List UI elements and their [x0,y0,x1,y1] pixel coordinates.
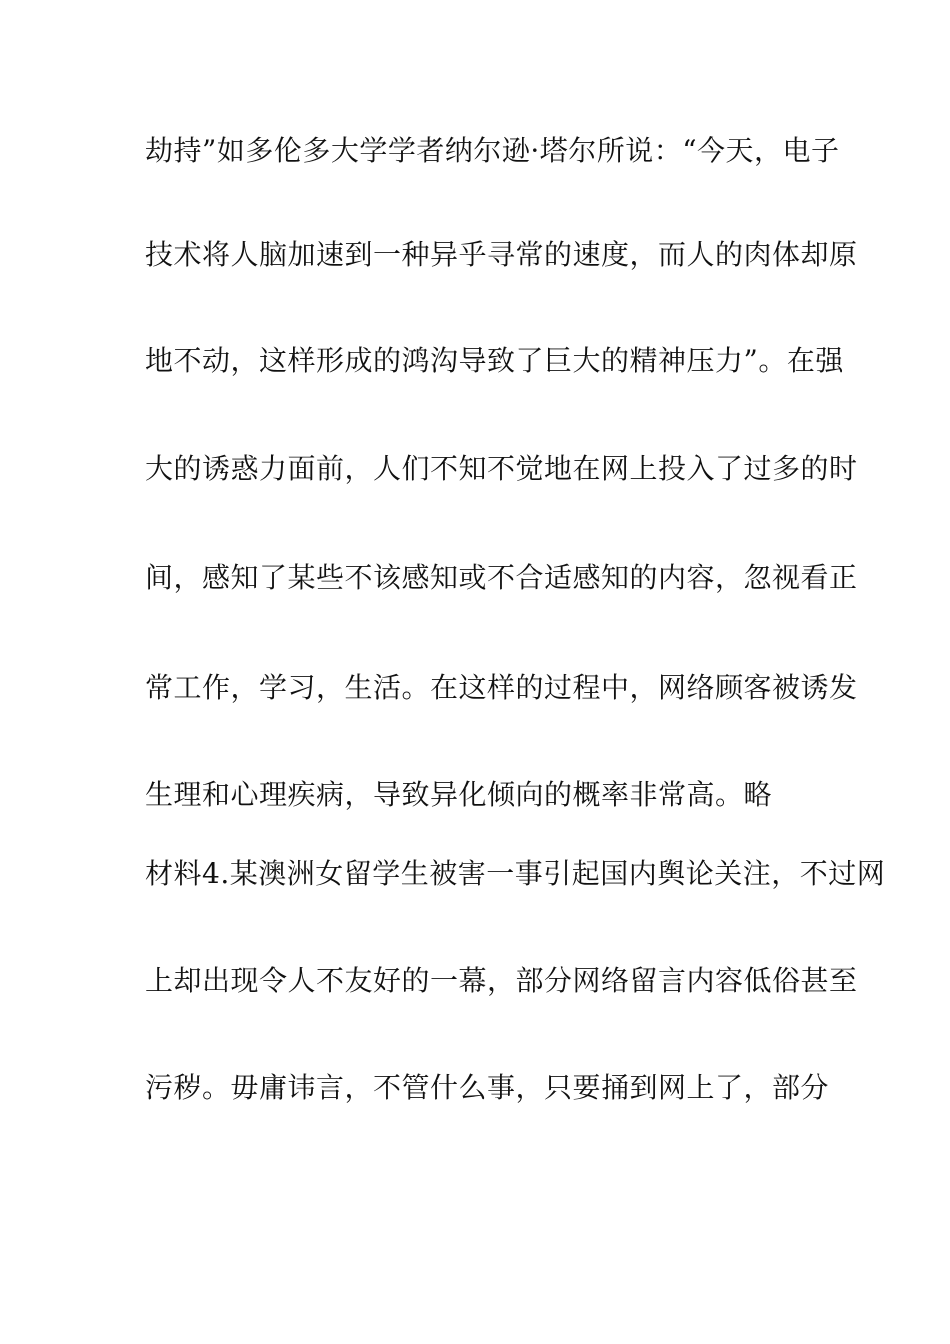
paragraph-line-7: 生理和心理疾病，导致异化倾向的概率非常高。略 [145,778,773,811]
material-4-line-1: 材料4.某澳洲女留学生被害一事引起国内舆论关注，不过网 [145,857,886,890]
material-4-line-2: 上却出现令人不友好的一幕，部分网络留言内容低俗甚至 [145,964,858,997]
paragraph-line-3: 地不动，这样形成的鸿沟导致了巨大的精神压力”。在强 [145,344,844,377]
material-4-line-3: 污秽。毋庸讳言，不管什么事，只要捅到网上了，部分 [145,1071,830,1104]
paragraph-line-1: 劫持”如多伦多大学学者纳尔逊·塔尔所说：“今天，电子 [145,134,840,167]
paragraph-line-2: 技术将人脑加速到一种异乎寻常的速度，而人的肉体却原 [145,238,858,271]
paragraph-line-5: 间，感知了某些不该感知或不合适感知的内容，忽视看正 [145,561,858,594]
paragraph-line-6: 常工作，学习，生活。在这样的过程中，网络顾客被诱发 [145,671,858,704]
paragraph-line-4: 大的诱惑力面前，人们不知不觉地在网上投入了过多的时 [145,452,858,485]
